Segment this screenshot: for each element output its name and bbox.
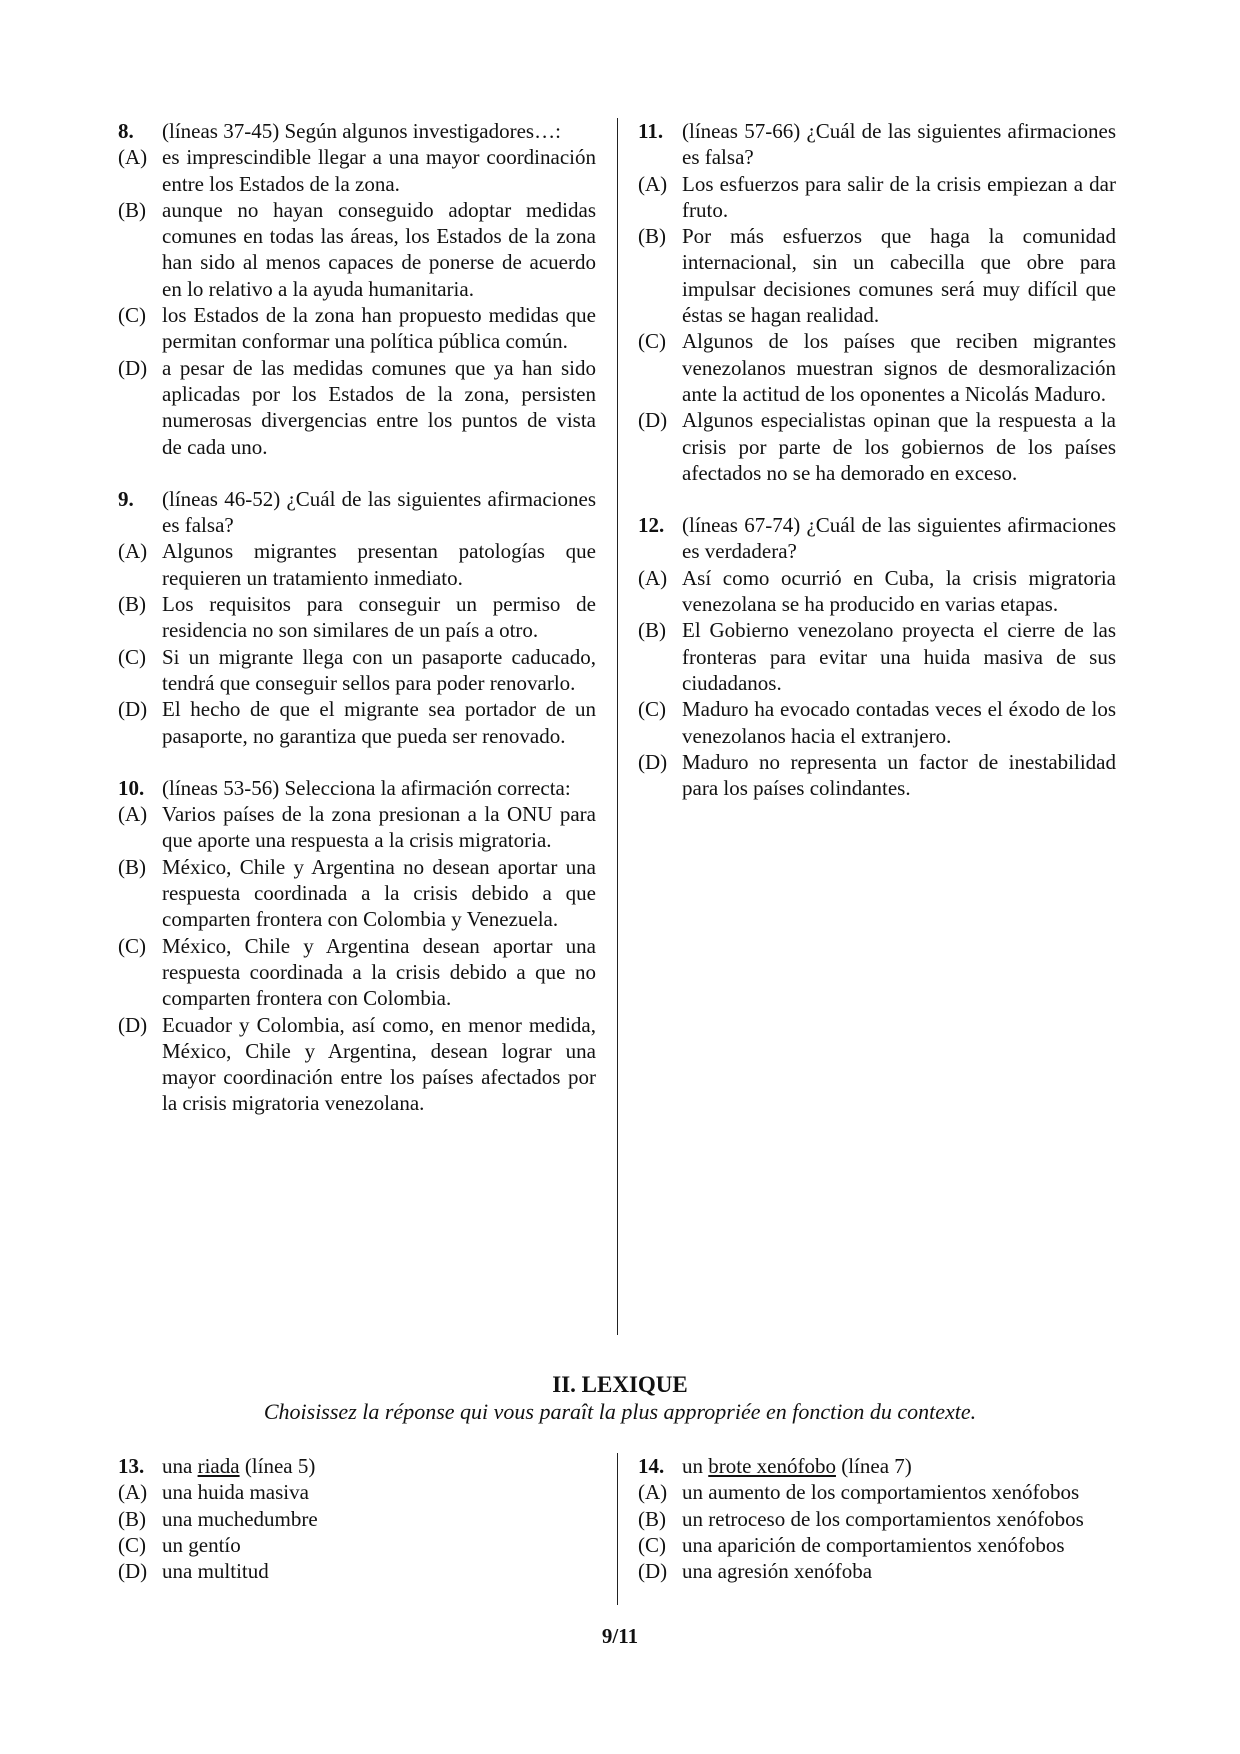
lexique-left-column xyxy=(118,1453,596,1610)
option-c[interactable] xyxy=(638,1532,1116,1558)
option-b[interactable] xyxy=(638,617,1116,696)
option-text: México, Chile y Argentina no desean aportar una respuesta coordinada a la crisis debido a que comparten frontera con Colombia y Venezuela. xyxy=(162,854,596,932)
option-a[interactable] xyxy=(118,1479,596,1505)
option-d[interactable] xyxy=(638,1558,1116,1584)
question-stem xyxy=(682,1453,1116,1479)
option-text: El hecho de que el migrante sea portador de un pasaporte, no garantiza que pueda ser renovado. xyxy=(162,697,596,748)
option-label: (B) xyxy=(118,592,146,617)
underlined-term: riada xyxy=(197,1454,240,1478)
option-a[interactable] xyxy=(638,1479,1116,1505)
option-text: un retroceso de los comportamientos xenófobos xyxy=(682,1506,1084,1531)
option-label: (A) xyxy=(638,1480,668,1505)
question-number: 9. xyxy=(118,486,134,511)
question-8 xyxy=(118,118,596,460)
option-label: (A) xyxy=(118,1480,148,1505)
question-11 xyxy=(638,118,1116,486)
option-label: (A) xyxy=(118,802,148,827)
option-text: El Gobierno venezolano proyecta el cierre de las fronteras para evitar una huida masiva de sus ciudadanos. xyxy=(682,618,1116,695)
stem-prefix: un xyxy=(682,1454,709,1478)
option-text: una agresión xenófoba xyxy=(682,1559,873,1584)
option-a[interactable] xyxy=(118,144,596,197)
option-text: es imprescindible llegar a una mayor coordinación entre los Estados de la zona. xyxy=(162,145,596,196)
option-text: una aparición de comportamientos xenófobos xyxy=(682,1532,1065,1557)
stem-suffix: (línea 5) xyxy=(239,1454,316,1478)
question-number: 10. xyxy=(118,775,145,800)
option-label: (D) xyxy=(118,355,148,380)
option-label: (D) xyxy=(118,697,148,722)
option-text: un gentío xyxy=(162,1532,241,1557)
option-c[interactable] xyxy=(638,696,1116,749)
option-d[interactable] xyxy=(118,696,596,749)
option-b[interactable] xyxy=(118,854,596,933)
column-divider-upper xyxy=(617,118,618,1335)
question-13 xyxy=(118,1453,596,1584)
option-text: Maduro no representa un factor de inestabilidad para los países colindantes. xyxy=(682,749,1116,801)
right-column xyxy=(638,118,1116,827)
option-b[interactable] xyxy=(118,591,596,644)
question-stem: (líneas 53-56) Selecciona la afirmación correcta: xyxy=(162,775,571,800)
option-a[interactable] xyxy=(638,565,1116,618)
option-label: (B) xyxy=(638,618,666,643)
left-column xyxy=(118,118,596,1143)
question-number: 14. xyxy=(638,1454,665,1478)
question-9 xyxy=(118,486,596,749)
option-text: Algunos especialistas opinan que la respuesta a la crisis por parte de los gobiernos de los países afectados no se ha demorado en exceso. xyxy=(682,408,1116,485)
stem-prefix: una xyxy=(162,1454,198,1478)
option-label: (D) xyxy=(638,749,668,774)
option-label: (C) xyxy=(638,697,666,722)
question-stem xyxy=(162,1453,596,1479)
option-label: (B) xyxy=(638,1506,666,1531)
option-label: (C) xyxy=(638,1532,666,1557)
lexique-right-column xyxy=(638,1453,1116,1610)
option-d[interactable] xyxy=(118,1558,596,1584)
option-c[interactable] xyxy=(118,933,596,1012)
option-c[interactable] xyxy=(638,328,1116,407)
section-title: II. LEXIQUE xyxy=(552,1372,688,1397)
option-label: (C) xyxy=(638,329,666,354)
column-divider-lower xyxy=(617,1453,618,1605)
option-text: aunque no hayan conseguido adoptar medidas comunes en todas las áreas, los Estados de la zona han sido al menos capaces de ponerse de acuerdo en lo relativo a la ayuda humanitaria. xyxy=(162,197,596,301)
option-text: Los esfuerzos para salir de la crisis empiezan a dar fruto. xyxy=(682,171,1116,222)
option-text: una muchedumbre xyxy=(162,1506,318,1531)
option-c[interactable] xyxy=(118,1532,596,1558)
option-label: (A) xyxy=(638,171,668,196)
option-label: (C) xyxy=(118,644,146,669)
option-label: (D) xyxy=(118,1559,148,1584)
option-label: (D) xyxy=(638,408,668,433)
option-text: a pesar de las medidas comunes que ya han sido aplicadas por los Estados de la zona, persisten numerosas divergencias entre los puntos de vista de cada uno. xyxy=(162,355,596,459)
option-text: una huida masiva xyxy=(162,1480,309,1505)
option-label: (C) xyxy=(118,303,146,328)
option-d[interactable] xyxy=(118,1012,596,1117)
option-label: (B) xyxy=(118,854,146,879)
option-c[interactable] xyxy=(118,644,596,697)
option-a[interactable] xyxy=(118,538,596,591)
option-text: Algunos migrantes presentan patologías que requieren un tratamiento inmediato. xyxy=(162,539,596,590)
option-label: (A) xyxy=(638,565,668,590)
option-label: (B) xyxy=(638,224,666,249)
page-number: 9/11 xyxy=(601,1624,639,1648)
question-number: 13. xyxy=(118,1454,145,1478)
question-number: 12. xyxy=(638,513,665,538)
option-text: Algunos de los países que reciben migrantes venezolanos muestran signos de desmoralización ante la actitud de los oponentes a Nicolás Maduro. xyxy=(682,329,1116,406)
option-text: Varios países de la zona presionan a la ONU para que aporte una respuesta a la crisis migratoria. xyxy=(162,802,596,853)
question-number: 8. xyxy=(118,119,134,143)
option-text: Así como ocurrió en Cuba, la crisis migratoria venezolana se ha producido en varias etapas. xyxy=(682,565,1116,617)
option-b[interactable] xyxy=(118,1506,596,1532)
option-text: Ecuador y Colombia, así como, en menor medida, México, Chile y Argentina, desean lograr una mayor coordinación entre los países afectados por la crisis migratoria venezolana. xyxy=(162,1012,596,1116)
question-10 xyxy=(118,775,596,1117)
option-text: Si un migrante llega con un pasaporte caducado, tendrá que conseguir sellos para poder renovarlo. xyxy=(162,644,596,695)
option-text: Maduro ha evocado contadas veces el éxodo de los venezolanos hacia el extranjero. xyxy=(682,697,1116,748)
question-14 xyxy=(638,1453,1116,1584)
option-b[interactable] xyxy=(118,197,596,302)
option-text: los Estados de la zona han propuesto medidas que permitan conformar una política pública común. xyxy=(162,303,596,354)
option-b[interactable] xyxy=(638,223,1116,328)
underlined-term: brote xenófobo xyxy=(708,1454,836,1478)
option-a[interactable] xyxy=(118,801,596,854)
question-stem: (líneas 46-52) ¿Cuál de las siguientes afirmaciones es falsa? xyxy=(162,486,596,538)
option-a[interactable] xyxy=(638,171,1116,224)
option-label: (B) xyxy=(118,1506,146,1531)
option-label: (D) xyxy=(118,1012,148,1037)
option-label: (D) xyxy=(638,1559,668,1584)
option-text: México, Chile y Argentina desean aportar una respuesta coordinada a la crisis debido a que no comparten frontera con Colombia. xyxy=(162,933,596,1011)
option-c[interactable] xyxy=(118,302,596,355)
question-number: 11. xyxy=(638,119,664,143)
question-12 xyxy=(638,512,1116,801)
option-label: (C) xyxy=(118,1532,146,1557)
section-instruction: Choisissez la réponse qui vous paraît la plus appropriée en fonction du contexte. xyxy=(263,1399,977,1424)
option-label: (A) xyxy=(118,539,148,564)
option-text: Por más esfuerzos que haga la comunidad internacional, sin un cabecilla que obre para impulsar decisiones comunes será muy difícil que éstas se hagan realidad. xyxy=(682,224,1116,328)
option-b[interactable] xyxy=(638,1506,1116,1532)
option-text: un aumento de los comportamientos xenófobos xyxy=(682,1480,1080,1505)
option-d[interactable] xyxy=(638,407,1116,486)
option-d[interactable] xyxy=(638,749,1116,802)
stem-suffix: (línea 7) xyxy=(835,1454,912,1478)
option-label: (C) xyxy=(118,933,146,958)
question-stem: (líneas 57-66) ¿Cuál de las siguientes afirmaciones es falsa? xyxy=(682,119,1116,170)
option-label: (B) xyxy=(118,197,146,222)
option-text: una multitud xyxy=(162,1559,269,1584)
option-label: (A) xyxy=(118,145,148,170)
option-text: Los requisitos para conseguir un permiso de residencia no son similares de un país a otro. xyxy=(162,592,596,643)
question-stem: (líneas 67-74) ¿Cuál de las siguientes afirmaciones es verdadera? xyxy=(682,513,1116,564)
question-stem: (líneas 37-45) Según algunos investigadores…: xyxy=(162,119,561,143)
option-d[interactable] xyxy=(118,355,596,460)
